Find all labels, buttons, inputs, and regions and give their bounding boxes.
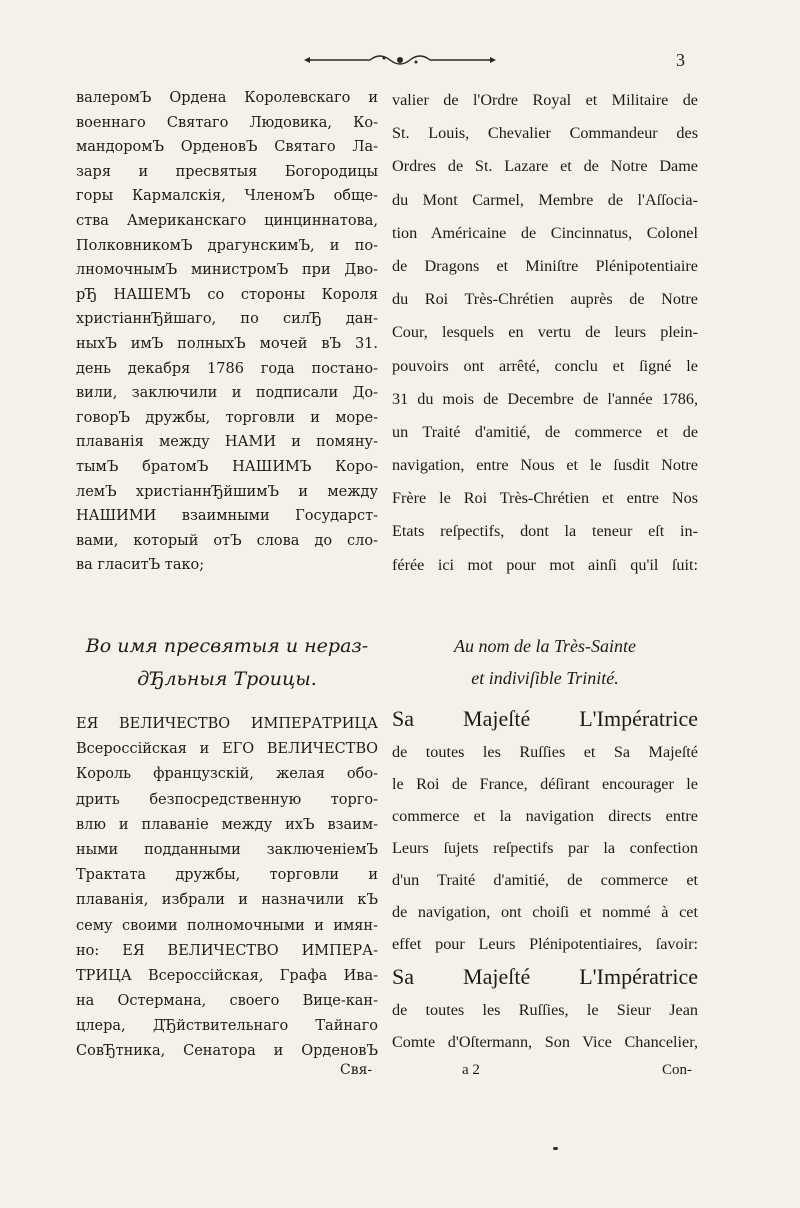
russian-body-column	[76, 712, 378, 1065]
text-line: НАШИМИ взаимными Государст-	[76, 508, 378, 525]
text-line: дрить безпосредственную торго-	[76, 791, 378, 808]
page-number: 3	[676, 50, 685, 70]
text-line: Sa Majeſté L'Impératrice	[392, 964, 698, 989]
text-line: un Traité d'amitié, de commerce et de	[392, 422, 698, 441]
text-line: СовЂтника, Сенатора и ОрденовЪ	[76, 1043, 378, 1060]
text-line: заря и пресвятыя Богородицы	[76, 163, 378, 180]
russian-heading	[76, 630, 378, 696]
text-line: Leurs ſujets reſpectifs par la confection	[392, 839, 698, 857]
text-line: Frère le Roi Très-Chrétien et entre Nos	[392, 489, 698, 508]
text-line: Трактата дружбы, торговли и	[76, 867, 378, 884]
text-line: горы Кармалскія, ЧленомЪ обще-	[76, 188, 378, 205]
text-line: pouvoirs ont arrêté, conclu et ſigné le	[392, 356, 698, 375]
text-line: ныхЪ имЪ полныхЪ мочей вЪ 31.	[76, 335, 378, 352]
text-line: ными подданными заключеніемЪ	[76, 841, 378, 858]
text-line: вили, заключили и подписали До-	[76, 385, 378, 402]
heading-line: Au nom de la Très-Sainte	[454, 636, 636, 656]
text-line: тымЪ братомЪ НАШИМЪ Коро-	[76, 458, 378, 475]
ink-speck	[553, 1147, 558, 1150]
header-ornament-icon	[300, 52, 500, 68]
text-line: du Roi Très-Chrétien auprès de Notre	[392, 290, 698, 309]
russian-top-column	[76, 86, 378, 578]
french-catchword: Con-	[662, 1062, 692, 1078]
text-line: мандоромЪ ОрденовЪ Святаго Ла-	[76, 139, 378, 156]
text-line: effet pour Leurs Plénipotentiaires, ſavoir:	[392, 935, 698, 953]
text-line: Comte d'Oſtermann, Son Vice Chancelier,	[392, 1033, 698, 1051]
text-line: de toutes les Ruſſies, le Sieur Jean	[392, 1001, 698, 1019]
text-line: Король французскій, желая обо-	[76, 766, 378, 783]
text-line: говорЪ дружбы, торговли и море-	[76, 409, 378, 426]
text-line: но: ЕЯ ВЕЛИЧЕСТВО ИМПЕРА-	[76, 942, 378, 959]
text-line: военнаго Святаго Людовика, Ко-	[76, 114, 378, 131]
heading-line: et indiviſible Trinité.	[471, 668, 619, 688]
text-line: commerce et la navigation directs entre	[392, 807, 698, 825]
text-line: le Roi de France, déſirant encourager le	[392, 775, 698, 793]
text-line: St. Louis, Chevalier Commandeur des	[392, 124, 698, 143]
text-line: de Dragons et Miniſtre Plénipotentiaire	[392, 256, 698, 275]
french-body-column	[392, 702, 698, 1058]
text-line: сему своими полномочными и имян-	[76, 917, 378, 934]
text-line: ства Американскаго цинциннатова,	[76, 212, 378, 229]
text-line: влю и плаваніе между ихЪ взаим-	[76, 816, 378, 833]
text-line: de toutes les Ruſſies et Sa Majeſté	[392, 743, 698, 761]
text-line: ЕЯ ВЕЛИЧЕСТВО ИМПЕРАТРИЦА	[76, 716, 378, 732]
text-line: Etats reſpectifs, dont la teneur eſt in-	[392, 522, 698, 541]
text-line: ПолковникомЪ драгунскимЪ, и по-	[76, 237, 378, 254]
text-line: лномочнымЪ министромЪ при Дво-	[76, 262, 378, 279]
russian-catchword: Свя-	[340, 1062, 373, 1078]
text-line: рЂ НАШЕМЪ со стороны Короля	[76, 286, 378, 303]
text-line: день декабря 1786 года постано-	[76, 360, 378, 377]
text-line: лемЪ христіаннЂйшимЪ и между	[76, 483, 378, 500]
text-line: Sa Majeſté L'Impératrice	[392, 706, 698, 731]
text-line: ТРИЦА Всероссійская, Графа Ива-	[76, 967, 378, 984]
text-line: de navigation, ont choiſi et nommé à cet	[392, 903, 698, 921]
text-line: на Остермана, своего Вице-кан-	[76, 993, 378, 1010]
text-line: ва гласитЪ тако;	[76, 557, 205, 574]
text-line: цлера, ДЂйствительнаго Тайнаго	[76, 1018, 378, 1035]
text-line: валеромЪ Ордена Королевскаго и	[76, 90, 378, 106]
text-line: христіаннЂйшаго, по силЂ дан-	[76, 311, 378, 328]
text-line: Cour, lesquels en vertu de leurs plein-	[392, 323, 698, 342]
french-heading	[392, 630, 698, 694]
text-line: вами, который отЪ слова до сло-	[76, 532, 378, 549]
text-line: плаванія, избрали и назначили кЪ	[76, 892, 378, 909]
signature-mark: a 2	[462, 1062, 480, 1078]
text-line: 31 du mois de Decembre de l'année 1786,	[392, 389, 698, 408]
text-line: Ordres de St. Lazare et de Notre Dame	[392, 157, 698, 176]
text-line: valier de l'Ordre Royal et Militaire de	[392, 91, 698, 109]
heading-line: дЂльныя Троицы.	[137, 668, 317, 690]
text-line: férée ici mot pour mot ainſi qu'il ſuit:	[392, 555, 698, 574]
text-line: d'un Traité d'amitié, de commerce et	[392, 871, 698, 889]
heading-line: Во имя пресвятыя и нераз-	[85, 635, 369, 657]
french-top-column	[392, 84, 698, 582]
text-line: navigation, entre Nous et le ſusdit Notre	[392, 456, 698, 475]
text-line: плаванія между НАМИ и помяну-	[76, 434, 378, 451]
text-line: tion Américaine de Cincinnatus, Colonel	[392, 223, 698, 242]
text-line: Всероссійская и ЕГО ВЕЛИЧЕСТВО	[76, 741, 378, 758]
text-line: du Mont Carmel, Membre de l'Aſſocia-	[392, 190, 698, 209]
